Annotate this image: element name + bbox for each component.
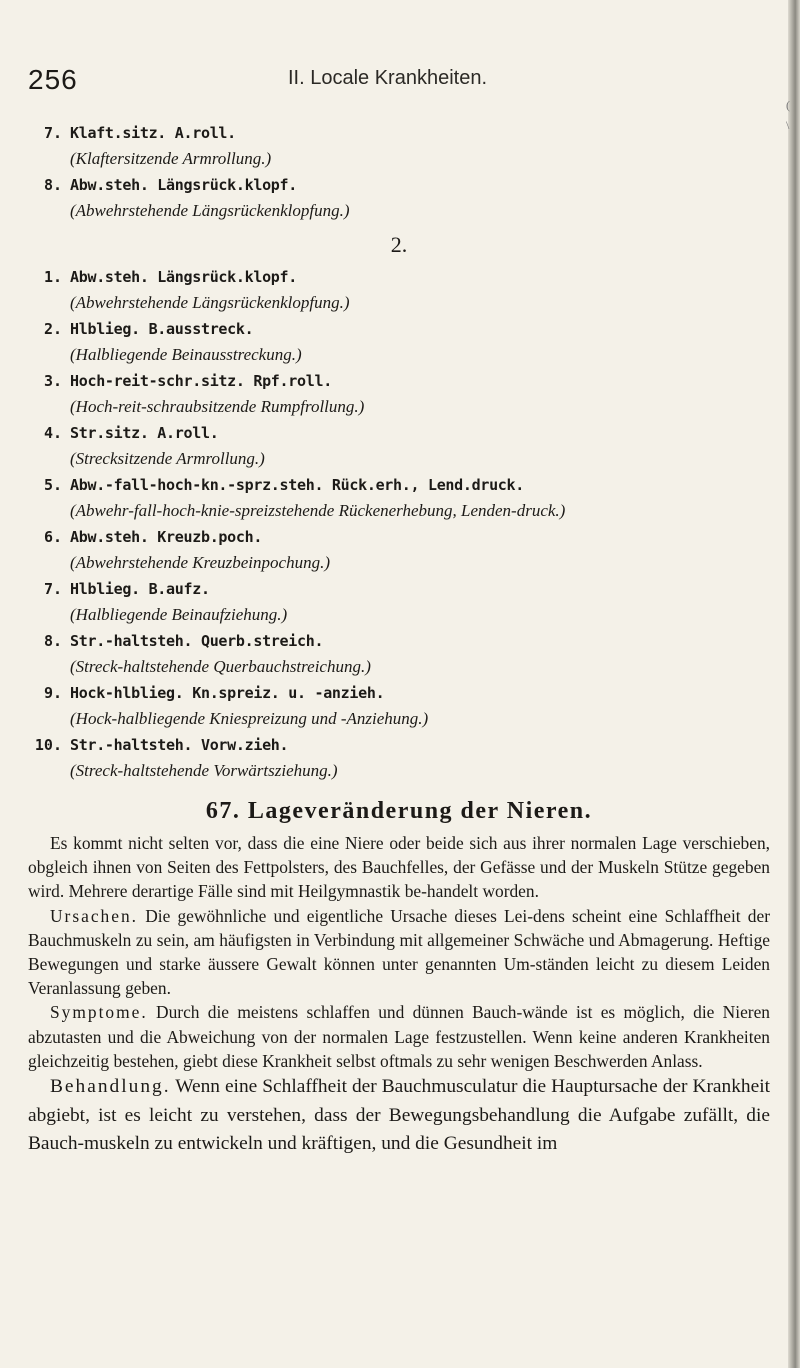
page-header bbox=[28, 64, 768, 104]
entry-full-name: (Streck-haltstehende Querbauchstreichung.) bbox=[70, 657, 371, 676]
entry-abbreviation: Hock-hlblieg. Kn.spreiz. u. -anzieh. bbox=[70, 684, 385, 702]
page-content bbox=[28, 120, 770, 1159]
entry-full-name: (Hock-halbliegende Kniespreizung und -Anziehung.) bbox=[70, 709, 429, 728]
entry-number: 8. bbox=[43, 632, 62, 650]
entry-abbreviation: Abw.-fall-hoch-kn.-sprz.steh. Rück.erh., Lend.druck. bbox=[70, 476, 525, 494]
body-paragraph bbox=[28, 904, 770, 1001]
entry-full-name: (Abwehrstehende Längsrückenklopfung.) bbox=[70, 293, 350, 312]
entry-abbreviation: Str.-haltsteh. Vorw.zieh. bbox=[70, 736, 289, 754]
entry-number: 3. bbox=[43, 372, 62, 390]
group-label: 2. bbox=[390, 232, 408, 257]
entry-number: 10. bbox=[34, 736, 62, 754]
exercise-entry bbox=[28, 264, 770, 316]
section-title: 67. Lageveränderung der Nieren. bbox=[205, 798, 593, 824]
entry-number: 9. bbox=[43, 684, 62, 702]
exercise-entry bbox=[28, 732, 770, 784]
entry-abbreviation: Str.sitz. A.roll. bbox=[70, 424, 219, 442]
exercise-entry bbox=[28, 628, 770, 680]
entry-abbreviation: Hoch-reit-schr.sitz. Rpf.roll. bbox=[70, 372, 332, 390]
entry-full-name: (Abwehrstehende Längsrückenklopfung.) bbox=[70, 201, 350, 220]
exercise-entry bbox=[28, 680, 770, 732]
paragraph-text: Wenn eine Schlaffheit der Bauchmusculatur die Hauptursache der Krankheit abgiebt, ist es leicht zu verstehen, dass der Bewegungsbehandlung die Aufgabe zufällt, die Bauch-muskeln zu entwickeln und kräftigen, und die Gesundheit im bbox=[28, 1076, 770, 1155]
entry-full-name: (Strecksitzende Armrollung.) bbox=[70, 449, 265, 468]
exercise-entry bbox=[28, 420, 770, 472]
exercise-list-2 bbox=[28, 264, 770, 784]
entry-abbreviation: Abw.steh. Längsrück.klopf. bbox=[70, 176, 298, 194]
paragraph-text: Durch die meistens schlaffen und dünnen Bauch-wände ist es möglich, die Nieren abzutasten und die Abweichung von der normalen Lage festzustellen. Wenn keine anderen Krankheiten gleichzeitig bestehen, giebt diese Krankheit selbst oftmals zu sehr wenigen Beschwerden Anlass. bbox=[28, 1002, 770, 1071]
entry-number: 5. bbox=[43, 476, 62, 494]
body-paragraph bbox=[28, 1000, 770, 1073]
entry-number: 7. bbox=[43, 580, 62, 598]
exercise-entry bbox=[28, 172, 770, 224]
paragraph-lead: Ursachen. bbox=[50, 905, 139, 926]
entry-full-name: (Abwehrstehende Kreuzbeinpochung.) bbox=[70, 553, 330, 572]
entry-number: 7. bbox=[43, 124, 62, 142]
entry-number: 2. bbox=[43, 320, 62, 338]
body-paragraph bbox=[28, 1073, 770, 1159]
paragraph-text: Es kommt nicht selten vor, dass die eine Niere oder beide sich aus ihrer normalen Lage verschieben, obgleich ihnen von Seiten des Fettpolsters, des Bauchfelles, der Gefässe und der Muskeln Stütze gegeben wird. Mehrere derartige Fälle sind mit Heilgymnastik be-handelt worden. bbox=[28, 833, 770, 902]
entry-full-name: (Streck-haltstehende Vorwärtsziehung.) bbox=[70, 761, 338, 780]
entry-full-name: (Halbliegende Beinausstreckung.) bbox=[70, 345, 302, 364]
entry-abbreviation: Hlblieg. B.aufz. bbox=[70, 580, 210, 598]
entry-abbreviation: Klaft.sitz. A.roll. bbox=[70, 124, 236, 142]
exercise-entry bbox=[28, 524, 770, 576]
exercise-entry bbox=[28, 316, 770, 368]
margin-mark: \ bbox=[786, 118, 790, 132]
page-edge-shadow bbox=[788, 0, 800, 1368]
entry-full-name: (Abwehr-fall-hoch-knie-spreizstehende Rückenerhebung, Lenden-druck.) bbox=[70, 501, 566, 520]
page-number: 256 bbox=[28, 64, 78, 95]
entry-number: 1. bbox=[43, 268, 62, 286]
margin-mark: ( bbox=[786, 98, 790, 112]
paragraph-lead: Symptome. bbox=[50, 1002, 148, 1023]
entry-full-name: (Hoch-reit-schraubsitzende Rumpfrollung.) bbox=[70, 397, 365, 416]
paragraph-lead: Behandlung. bbox=[50, 1076, 171, 1098]
entry-number: 6. bbox=[43, 528, 62, 546]
entry-abbreviation: Abw.steh. Längsrück.klopf. bbox=[70, 268, 298, 286]
body-paragraph bbox=[28, 831, 770, 904]
paragraph-text: Die gewöhnliche und eigentliche Ursache dieses Lei-dens scheint eine Schlaffheit der Bauchmuskeln zu sein, am häufigsten in Verbindung mit allgemeiner Schwäche und Abmagerung. Heftige Bewegungen und starke äussere Gewalt können unter genannten Um-ständen leicht zu diesem Leiden Veranlassung geben. bbox=[28, 905, 770, 999]
entry-abbreviation: Abw.steh. Kreuzb.poch. bbox=[70, 528, 263, 546]
entry-number: 8. bbox=[43, 176, 62, 194]
entry-abbreviation: Str.-haltsteh. Querb.streich. bbox=[70, 632, 324, 650]
entry-full-name: (Klaftersitzende Armrollung.) bbox=[70, 149, 272, 168]
exercise-list-1 bbox=[28, 120, 770, 224]
running-head: II. Locale Krankheiten. bbox=[288, 67, 488, 89]
exercise-entry bbox=[28, 576, 770, 628]
entry-number: 4. bbox=[43, 424, 62, 442]
entry-full-name: (Halbliegende Beinaufziehung.) bbox=[70, 605, 288, 624]
exercise-entry bbox=[28, 368, 770, 420]
entry-abbreviation: Hlblieg. B.ausstreck. bbox=[70, 320, 254, 338]
exercise-entry bbox=[28, 120, 770, 172]
exercise-entry bbox=[28, 472, 770, 524]
